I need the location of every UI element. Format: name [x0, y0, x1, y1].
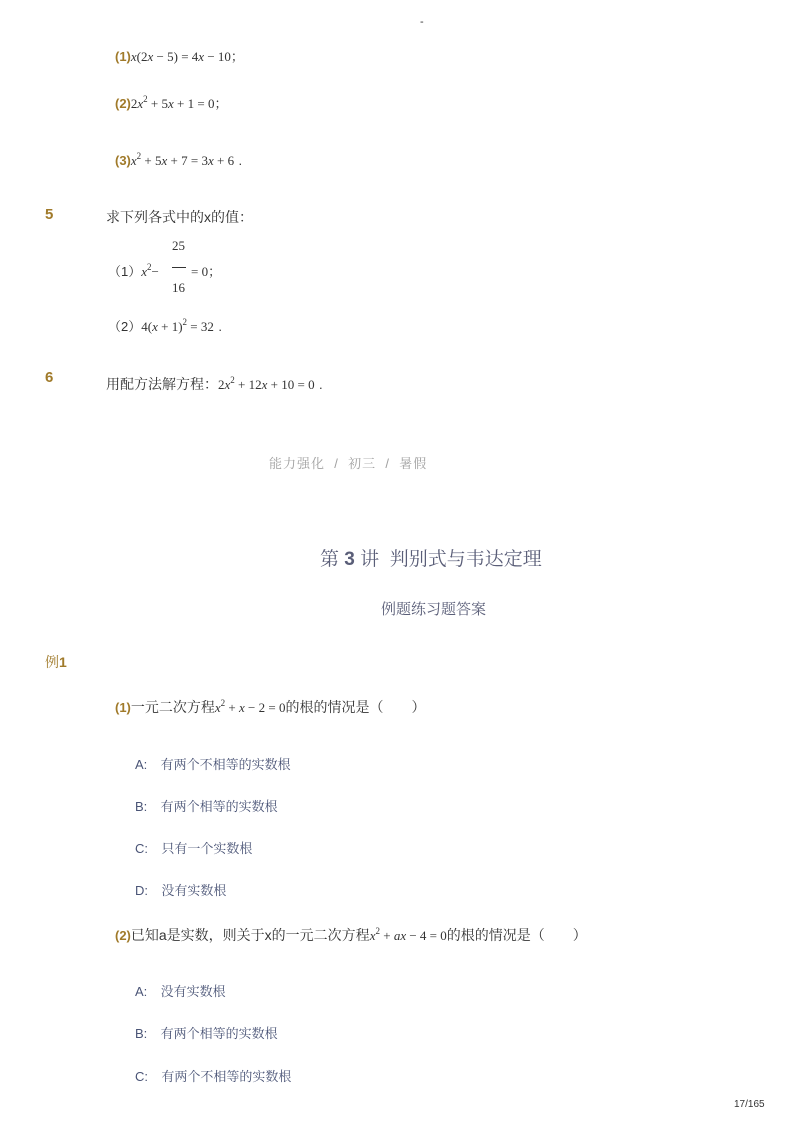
item-number: (1) — [115, 700, 131, 715]
equation: x(2x − 5) = 4x − 10 — [130, 49, 231, 64]
equation: $2x^2 + 12x + 10 = 0$ — [218, 375, 315, 392]
q4-item-2: $(2)2x^2 + 5x + 1 = 0$； — [115, 94, 228, 111]
example-label: 例1 — [45, 654, 67, 670]
fraction-denominator: 16 — [172, 280, 185, 295]
equation: $2x^2 + 5x + 1 = 0$ — [130, 94, 215, 111]
question-number-5: 5 — [45, 206, 54, 223]
item-number: (3) — [115, 153, 131, 168]
sub-question-2: (2)已知a是实数，则关于x的一元二次方程$x^2$ + ax − 4 = 0的根的情况是（ ） — [115, 926, 587, 943]
q4-item-3: $(3)x^2 + 5x + 7 = 3x + 6$ . — [115, 151, 243, 168]
top-mark: - — [420, 16, 424, 28]
question-5-prompt: 求下列各式中的x的值： — [106, 209, 253, 225]
lecture-title: 第 3 讲 判别式与韦达定理 — [320, 549, 542, 570]
item-number: (1) — [115, 49, 131, 64]
option-a[interactable]: A: 有两个不相等的实数根 — [135, 757, 291, 772]
equation: $x^2 + 5x + 7 = 3x + 6$ — [130, 151, 235, 168]
question-6-prompt: 用配方法解方程： — [106, 376, 218, 392]
page-number: 17/165 — [734, 1099, 765, 1110]
course-breadcrumb: 能力强化 / 初三 / 暑假 — [269, 456, 428, 471]
q5-part-1: $(1)x^2-$ — [108, 262, 159, 279]
q4-item-1: (1)x(2x − 5) = 4x − 10； — [115, 49, 244, 64]
option-c[interactable]: C: 有两个不相等的实数根 — [135, 1069, 292, 1084]
fraction-bar — [172, 267, 186, 268]
q5-part-2: $(2)4(x + 1)^2 = 32$ . — [108, 317, 222, 334]
question-number-6: 6 — [45, 369, 54, 386]
question-6-line: 用配方法解方程：$2x^2 + 12x + 10 = 0$ . — [106, 375, 323, 392]
option-a[interactable]: A: 没有实数根 — [135, 984, 226, 999]
option-c[interactable]: C: 只有一个实数根 — [135, 841, 253, 856]
fraction-numerator: 25 — [172, 238, 185, 253]
option-d[interactable]: D: 没有实数根 — [135, 883, 227, 898]
q5-part-1-rhs: = 0； — [191, 264, 222, 279]
section-subtitle: 例题练习题答案 — [381, 601, 487, 618]
option-b[interactable]: B: 有两个相等的实数根 — [135, 799, 278, 814]
sub-question-1: (1)一元二次方程$x^2 + x - 2 = 0$的根的情况是（ ） — [115, 698, 426, 715]
item-number: (2) — [115, 96, 131, 111]
option-b[interactable]: B: 有两个相等的实数根 — [135, 1026, 278, 1041]
item-number: (2) — [115, 928, 131, 943]
